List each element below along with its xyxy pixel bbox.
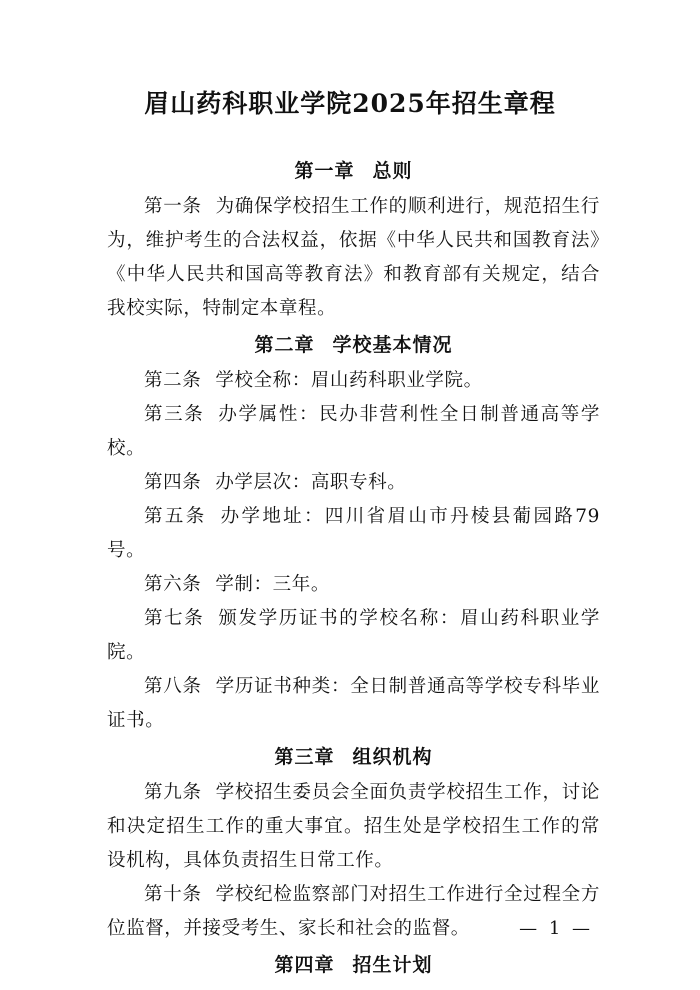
article-text: 为确保学校招生工作的顺利进行，规范招生行为，维护考生的合法权益，依据《中华人民共和国教育法》《中华人民共和国高等教育法》和教育部有关规定，结合我校实际，特制定本章程。 bbox=[107, 196, 600, 319]
article-9 bbox=[107, 776, 600, 878]
article-text: 学校招生委员会全面负责学校招生工作，讨论和决定招生工作的重大事宜。招生处是学校招生工作的常设机构，具体负责招生日常工作。 bbox=[107, 782, 600, 871]
article-8 bbox=[107, 670, 600, 738]
article-2 bbox=[107, 364, 600, 398]
chapter-number: 第一章 bbox=[294, 160, 355, 182]
chapter-name: 招生计划 bbox=[352, 954, 433, 976]
article-label: 第一条 bbox=[144, 196, 202, 217]
article-label: 第二条 bbox=[144, 370, 202, 391]
article-label: 第十条 bbox=[144, 884, 202, 905]
article-label: 第七条 bbox=[144, 608, 205, 629]
article-text: 办学层次：高职专科。 bbox=[215, 472, 407, 493]
article-7 bbox=[107, 602, 600, 670]
article-6 bbox=[107, 568, 600, 602]
document-body bbox=[107, 152, 600, 984]
article-label: 第五条 bbox=[144, 506, 207, 527]
article-label: 第九条 bbox=[144, 782, 202, 803]
article-text: 办学地址：四川省眉山市丹棱县葡园路79号。 bbox=[107, 506, 600, 561]
article-text: 学制：三年。 bbox=[215, 574, 330, 595]
chapter-heading-4 bbox=[107, 946, 600, 984]
article-label: 第四条 bbox=[144, 472, 202, 493]
article-5 bbox=[107, 500, 600, 568]
chapter-heading-2 bbox=[107, 326, 600, 364]
chapter-heading-1 bbox=[107, 152, 600, 190]
chapter-number: 第二章 bbox=[254, 334, 315, 356]
article-text: 学历证书种类：全日制普通高等学校专科毕业证书。 bbox=[107, 676, 600, 731]
article-text: 学校纪检监察部门对招生工作进行全过程全方位监督，并接受考生、家长和社会的监督。 bbox=[107, 884, 600, 939]
article-text: 颁发学历证书的学校名称：眉山药科职业学院。 bbox=[107, 608, 600, 663]
article-3 bbox=[107, 398, 600, 466]
article-label: 第六条 bbox=[144, 574, 202, 595]
article-label: 第八条 bbox=[144, 676, 202, 697]
chapter-number: 第三章 bbox=[274, 746, 335, 768]
chapter-heading-3 bbox=[107, 738, 600, 776]
chapter-name: 学校基本情况 bbox=[332, 334, 453, 356]
article-4 bbox=[107, 466, 600, 500]
article-label: 第三条 bbox=[144, 404, 205, 425]
article-text: 学校全称：眉山药科职业学院。 bbox=[215, 370, 483, 391]
article-1 bbox=[107, 190, 600, 326]
page-number: — 1 — bbox=[519, 918, 593, 939]
chapter-number: 第四章 bbox=[274, 954, 335, 976]
document-title: 眉山药科职业学院2025年招生章程 bbox=[144, 89, 556, 118]
article-text: 办学属性：民办非营利性全日制普通高等学校。 bbox=[107, 404, 600, 459]
chapter-name: 组织机构 bbox=[352, 746, 433, 768]
chapter-name: 总则 bbox=[372, 160, 413, 182]
